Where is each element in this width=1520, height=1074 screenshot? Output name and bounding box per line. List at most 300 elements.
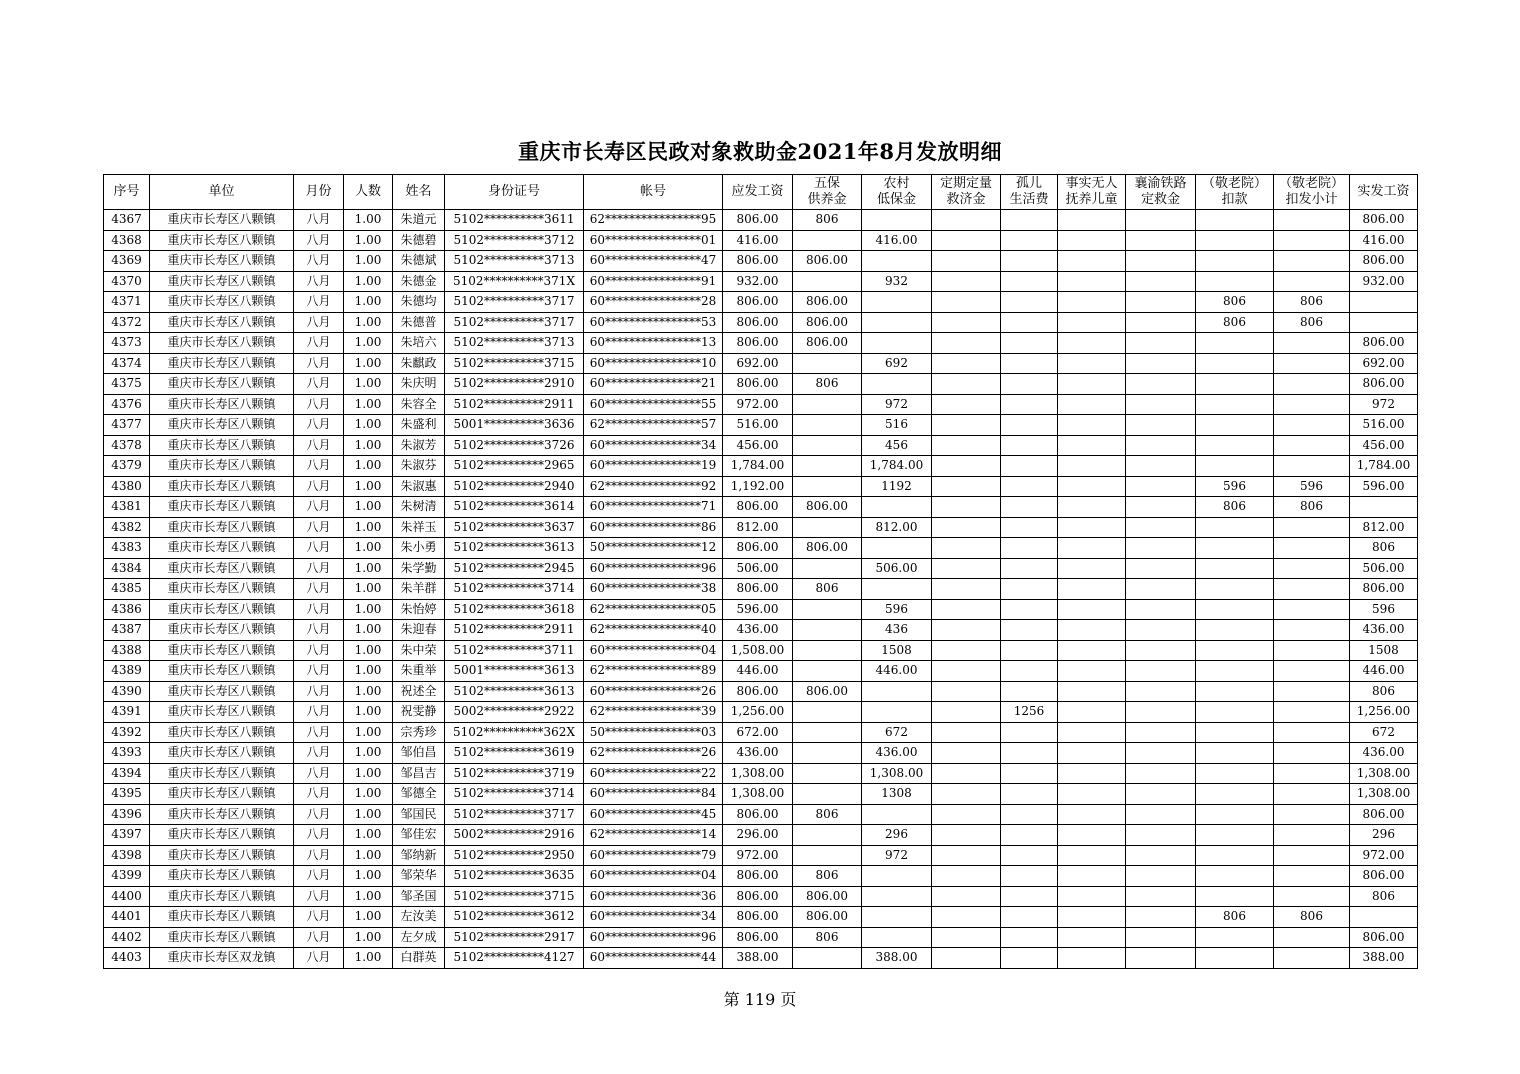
table-cell [862, 210, 932, 231]
table-cell [1058, 825, 1126, 846]
table-cell: 596.00 [1350, 476, 1418, 497]
table-body [104, 210, 1418, 969]
table-cell: 972.00 [723, 845, 793, 866]
table-cell: 972.00 [1350, 845, 1418, 866]
table-cell: 朱德金 [393, 271, 445, 292]
table-cell: 重庆市长寿区八颗镇 [150, 210, 294, 231]
table-cell: 436.00 [1350, 620, 1418, 641]
table-cell: 八月 [294, 353, 344, 374]
table-cell [932, 476, 1001, 497]
table-cell: 1.00 [344, 210, 393, 231]
column-header-text: 扣款 [1221, 192, 1248, 207]
table-cell [1126, 784, 1196, 805]
column-header [1350, 175, 1418, 210]
table-cell [1196, 251, 1274, 272]
table-cell: 1.00 [344, 456, 393, 477]
column-header [294, 175, 344, 210]
table-cell [1126, 435, 1196, 456]
table-cell [1196, 640, 1274, 661]
table-cell [1001, 722, 1058, 743]
table-cell [1126, 333, 1196, 354]
table-cell [1274, 763, 1350, 784]
table-cell: 重庆市长寿区八颗镇 [150, 517, 294, 538]
table-cell: 八月 [294, 681, 344, 702]
table-cell: 456.00 [1350, 435, 1418, 456]
table-cell [1274, 415, 1350, 436]
table-cell: 八月 [294, 804, 344, 825]
table-cell [1001, 640, 1058, 661]
table-cell: 邹佳宏 [393, 825, 445, 846]
table-cell: 596 [1196, 476, 1274, 497]
table-cell [1350, 312, 1418, 333]
table-cell [1058, 333, 1126, 354]
table-cell: 806 [1274, 312, 1350, 333]
table-cell: 5102**********3613 [445, 538, 584, 559]
table-cell: 1.00 [344, 763, 393, 784]
table-cell [932, 271, 1001, 292]
table-cell [1196, 722, 1274, 743]
table-cell: 62****************05 [584, 599, 723, 620]
table-cell: 4377 [104, 415, 150, 436]
column-header [723, 175, 793, 210]
table-cell [1274, 456, 1350, 477]
table-cell: 八月 [294, 538, 344, 559]
table-cell: 重庆市长寿区双龙镇 [150, 948, 294, 969]
table-cell [1126, 353, 1196, 374]
table-cell: 朱重举 [393, 661, 445, 682]
table-cell: 5102**********2910 [445, 374, 584, 395]
table-cell: 祝述全 [393, 681, 445, 702]
table-cell [1001, 804, 1058, 825]
table-cell: 重庆市长寿区八颗镇 [150, 435, 294, 456]
table-cell [1196, 579, 1274, 600]
table-cell: 4372 [104, 312, 150, 333]
table-cell: 806 [793, 374, 862, 395]
table-cell [1196, 353, 1274, 374]
table-cell [1001, 763, 1058, 784]
table-cell: 1,192.00 [723, 476, 793, 497]
table-cell: 八月 [294, 497, 344, 518]
table-cell: 4379 [104, 456, 150, 477]
column-header [445, 175, 584, 210]
table-cell [1001, 476, 1058, 497]
table-cell [862, 804, 932, 825]
table-cell [1058, 251, 1126, 272]
table-cell [1350, 907, 1418, 928]
table-cell: 5102**********371X [445, 271, 584, 292]
table-cell: 朱培六 [393, 333, 445, 354]
table-row [104, 292, 1418, 313]
table-row [104, 476, 1418, 497]
table-cell: 416.00 [723, 230, 793, 251]
table-cell: 重庆市长寿区八颗镇 [150, 927, 294, 948]
table-cell: 1508 [1350, 640, 1418, 661]
table-cell [1274, 784, 1350, 805]
table-cell: 1.00 [344, 825, 393, 846]
column-header-text: 事实无人 [1065, 176, 1118, 191]
table-cell: 4400 [104, 886, 150, 907]
table-cell: 朱怡婷 [393, 599, 445, 620]
table-cell [1126, 640, 1196, 661]
table-cell: 416.00 [1350, 230, 1418, 251]
table-cell [1058, 948, 1126, 969]
table-row [104, 497, 1418, 518]
table-cell: 5102**********2950 [445, 845, 584, 866]
table-cell: 5102**********3713 [445, 333, 584, 354]
table-row [104, 517, 1418, 538]
table-cell: 806.00 [1350, 210, 1418, 231]
table-cell [1001, 517, 1058, 538]
table-cell [932, 333, 1001, 354]
table-cell [1058, 620, 1126, 641]
table-cell: 456 [862, 435, 932, 456]
table-cell [1058, 804, 1126, 825]
table-cell: 1.00 [344, 333, 393, 354]
table-cell [1196, 415, 1274, 436]
table-cell [1196, 374, 1274, 395]
table-cell [1058, 312, 1126, 333]
table-cell: 八月 [294, 394, 344, 415]
table-cell [1274, 825, 1350, 846]
table-cell [1058, 661, 1126, 682]
table-cell: 朱庆明 [393, 374, 445, 395]
table-cell: 806 [793, 579, 862, 600]
table-cell: 1.00 [344, 353, 393, 374]
table-row [104, 271, 1418, 292]
table-cell: 62****************40 [584, 620, 723, 641]
table-cell: 60****************53 [584, 312, 723, 333]
table-cell [1058, 415, 1126, 436]
table-cell: 456.00 [723, 435, 793, 456]
table-cell: 446.00 [1350, 661, 1418, 682]
table-cell: 672.00 [723, 722, 793, 743]
table-cell: 806.00 [793, 312, 862, 333]
table-cell: 朱容全 [393, 394, 445, 415]
table-cell [862, 333, 932, 354]
table-cell [1001, 661, 1058, 682]
table-cell: 50****************03 [584, 722, 723, 743]
table-cell [1001, 497, 1058, 518]
table-cell: 重庆市长寿区八颗镇 [150, 907, 294, 928]
table-cell: 1.00 [344, 702, 393, 723]
table-cell [1274, 517, 1350, 538]
table-cell: 806.00 [1350, 374, 1418, 395]
table-cell [1001, 374, 1058, 395]
table-cell: 296 [1350, 825, 1418, 846]
table-cell: 1.00 [344, 476, 393, 497]
table-cell [1001, 558, 1058, 579]
table-cell [1196, 394, 1274, 415]
table-cell: 60****************86 [584, 517, 723, 538]
table-cell [862, 886, 932, 907]
table-cell: 1.00 [344, 497, 393, 518]
table-cell [1196, 866, 1274, 887]
table-cell [1126, 620, 1196, 641]
table-row [104, 374, 1418, 395]
table-cell: 祝雯静 [393, 702, 445, 723]
table-cell [793, 722, 862, 743]
column-header-text: 序号 [113, 184, 140, 199]
table-cell [1001, 825, 1058, 846]
table-cell: 八月 [294, 599, 344, 620]
table-cell: 972 [862, 394, 932, 415]
table-cell: 5002**********2922 [445, 702, 584, 723]
table-cell: 806 [793, 927, 862, 948]
table-cell: 4381 [104, 497, 150, 518]
table-cell: 重庆市长寿区八颗镇 [150, 292, 294, 313]
table-cell: 388.00 [1350, 948, 1418, 969]
table-cell: 806.00 [1350, 866, 1418, 887]
column-header-text: 实发工资 [1357, 184, 1410, 199]
table-cell [793, 599, 862, 620]
table-cell [793, 763, 862, 784]
table-cell: 重庆市长寿区八颗镇 [150, 456, 294, 477]
table-cell [1274, 579, 1350, 600]
table-cell: 5102**********3715 [445, 353, 584, 374]
table-cell: 5102**********3611 [445, 210, 584, 231]
table-cell: 812.00 [723, 517, 793, 538]
table-cell [793, 661, 862, 682]
table-cell [1274, 702, 1350, 723]
table-cell [793, 640, 862, 661]
table-cell: 1.00 [344, 743, 393, 764]
table-row [104, 825, 1418, 846]
table-cell [1126, 538, 1196, 559]
table-cell [932, 886, 1001, 907]
table-cell: 八月 [294, 456, 344, 477]
table-row [104, 579, 1418, 600]
table-cell: 宗秀珍 [393, 722, 445, 743]
table-cell: 50****************12 [584, 538, 723, 559]
table-cell: 60****************55 [584, 394, 723, 415]
table-cell [932, 538, 1001, 559]
table-cell: 5102**********3613 [445, 681, 584, 702]
table-cell: 812.00 [1350, 517, 1418, 538]
table-cell [1126, 702, 1196, 723]
table-cell [1001, 312, 1058, 333]
table-cell: 4386 [104, 599, 150, 620]
table-cell: 4398 [104, 845, 150, 866]
table-cell: 806 [1350, 538, 1418, 559]
table-row [104, 681, 1418, 702]
table-cell: 邹荣华 [393, 866, 445, 887]
table-cell: 806.00 [1350, 804, 1418, 825]
table-cell [1058, 784, 1126, 805]
table-cell [932, 558, 1001, 579]
table-row [104, 210, 1418, 231]
table-cell [862, 866, 932, 887]
column-header-text: 身份证号 [487, 184, 540, 199]
table-cell: 4370 [104, 271, 150, 292]
table-cell: 1,308.00 [1350, 784, 1418, 805]
column-header [584, 175, 723, 210]
table-cell [932, 312, 1001, 333]
table-cell [1196, 886, 1274, 907]
table-cell: 806.00 [793, 292, 862, 313]
table-cell: 1,784.00 [723, 456, 793, 477]
table-header-row [104, 175, 1418, 210]
table-row [104, 866, 1418, 887]
table-cell: 806 [1350, 886, 1418, 907]
table-cell: 932.00 [723, 271, 793, 292]
table-cell: 806.00 [723, 251, 793, 272]
table-cell: 1,308.00 [723, 784, 793, 805]
table-cell: 1.00 [344, 599, 393, 620]
table-cell: 806.00 [723, 374, 793, 395]
table-cell [862, 927, 932, 948]
table-cell: 1.00 [344, 230, 393, 251]
table-cell [862, 292, 932, 313]
table-cell: 八月 [294, 230, 344, 251]
table-cell: 596 [1274, 476, 1350, 497]
table-cell [1058, 763, 1126, 784]
table-cell [1274, 866, 1350, 887]
table-cell: 806 [793, 866, 862, 887]
table-cell: 4388 [104, 640, 150, 661]
table-cell: 重庆市长寿区八颗镇 [150, 497, 294, 518]
table-cell [1196, 784, 1274, 805]
column-header-text: 襄渝铁路 [1134, 176, 1187, 191]
table-cell: 重庆市长寿区八颗镇 [150, 353, 294, 374]
table-cell [1196, 620, 1274, 641]
table-cell [1274, 353, 1350, 374]
table-cell: 692.00 [723, 353, 793, 374]
table-cell [1274, 333, 1350, 354]
table-cell: 62****************89 [584, 661, 723, 682]
table-cell [1196, 763, 1274, 784]
table-cell: 朱德碧 [393, 230, 445, 251]
table-cell [1196, 333, 1274, 354]
table-cell [1001, 681, 1058, 702]
column-header [150, 175, 294, 210]
table-cell: 60****************26 [584, 681, 723, 702]
table-cell [932, 927, 1001, 948]
table-cell: 重庆市长寿区八颗镇 [150, 374, 294, 395]
table-cell: 八月 [294, 763, 344, 784]
table-cell: 5002**********2916 [445, 825, 584, 846]
table-cell [1058, 702, 1126, 723]
table-cell [1058, 845, 1126, 866]
table-cell: 5102**********3612 [445, 907, 584, 928]
table-cell [932, 743, 1001, 764]
table-cell [1126, 763, 1196, 784]
table-cell [793, 825, 862, 846]
table-cell: 60****************79 [584, 845, 723, 866]
column-header-text: 五保 [813, 176, 840, 191]
table-cell [1274, 722, 1350, 743]
column-header [1196, 175, 1274, 210]
table-cell [1058, 599, 1126, 620]
table-cell: 436.00 [723, 620, 793, 641]
table-cell: 4373 [104, 333, 150, 354]
table-cell [793, 845, 862, 866]
table-cell [1196, 599, 1274, 620]
table-cell [932, 251, 1001, 272]
table-cell: 1192 [862, 476, 932, 497]
table-cell: 516 [862, 415, 932, 436]
table-cell: 重庆市长寿区八颗镇 [150, 804, 294, 825]
table-cell [932, 456, 1001, 477]
table-cell [1058, 722, 1126, 743]
table-cell: 4385 [104, 579, 150, 600]
table-cell: 重庆市长寿区八颗镇 [150, 312, 294, 333]
table-cell [1058, 271, 1126, 292]
table-cell [793, 394, 862, 415]
table-cell: 4387 [104, 620, 150, 641]
table-cell: 1.00 [344, 722, 393, 743]
table-cell: 1.00 [344, 845, 393, 866]
table-cell: 1,508.00 [723, 640, 793, 661]
table-row [104, 722, 1418, 743]
table-cell: 重庆市长寿区八颗镇 [150, 620, 294, 641]
table-cell: 62****************39 [584, 702, 723, 723]
table-cell: 5102**********2965 [445, 456, 584, 477]
table-cell: 62****************57 [584, 415, 723, 436]
table-cell: 806.00 [793, 886, 862, 907]
column-header-text: 定救金 [1140, 192, 1180, 207]
table-cell [1126, 804, 1196, 825]
table-cell [932, 620, 1001, 641]
table-cell [932, 599, 1001, 620]
table-cell: 932.00 [1350, 271, 1418, 292]
column-header-text: 供养金 [807, 192, 847, 207]
table-cell [1001, 579, 1058, 600]
table-cell: 八月 [294, 702, 344, 723]
table-cell: 八月 [294, 784, 344, 805]
column-header [344, 175, 393, 210]
table-cell: 重庆市长寿区八颗镇 [150, 681, 294, 702]
table-row [104, 661, 1418, 682]
table-cell: 5102**********3714 [445, 784, 584, 805]
table-row [104, 845, 1418, 866]
table-cell: 5102**********3635 [445, 866, 584, 887]
table-cell [1126, 558, 1196, 579]
table-cell: 左夕成 [393, 927, 445, 948]
table-cell [1058, 230, 1126, 251]
table-cell: 朱德普 [393, 312, 445, 333]
table-row [104, 640, 1418, 661]
table-cell [1001, 907, 1058, 928]
table-row [104, 415, 1418, 436]
table-cell: 1.00 [344, 620, 393, 641]
table-cell [1001, 866, 1058, 887]
table-cell: 60****************13 [584, 333, 723, 354]
table-cell: 806.00 [1350, 927, 1418, 948]
table-cell [1001, 415, 1058, 436]
table-cell [862, 702, 932, 723]
table-cell [1058, 579, 1126, 600]
table-cell [932, 722, 1001, 743]
table-cell [932, 640, 1001, 661]
table-cell [1126, 948, 1196, 969]
table-cell: 八月 [294, 661, 344, 682]
table-cell: 506.00 [723, 558, 793, 579]
table-cell [1001, 333, 1058, 354]
table-cell: 4389 [104, 661, 150, 682]
table-cell: 388.00 [723, 948, 793, 969]
table-cell: 1.00 [344, 907, 393, 928]
table-cell: 5102**********362X [445, 722, 584, 743]
table-cell: 806.00 [723, 312, 793, 333]
table-cell [1058, 210, 1126, 231]
column-header-text: 孤儿 [1015, 176, 1042, 191]
table-cell [1058, 886, 1126, 907]
table-cell [932, 661, 1001, 682]
table-cell [1126, 230, 1196, 251]
table-cell: 5102**********2917 [445, 927, 584, 948]
table-cell [1274, 435, 1350, 456]
table-cell: 1,784.00 [862, 456, 932, 477]
